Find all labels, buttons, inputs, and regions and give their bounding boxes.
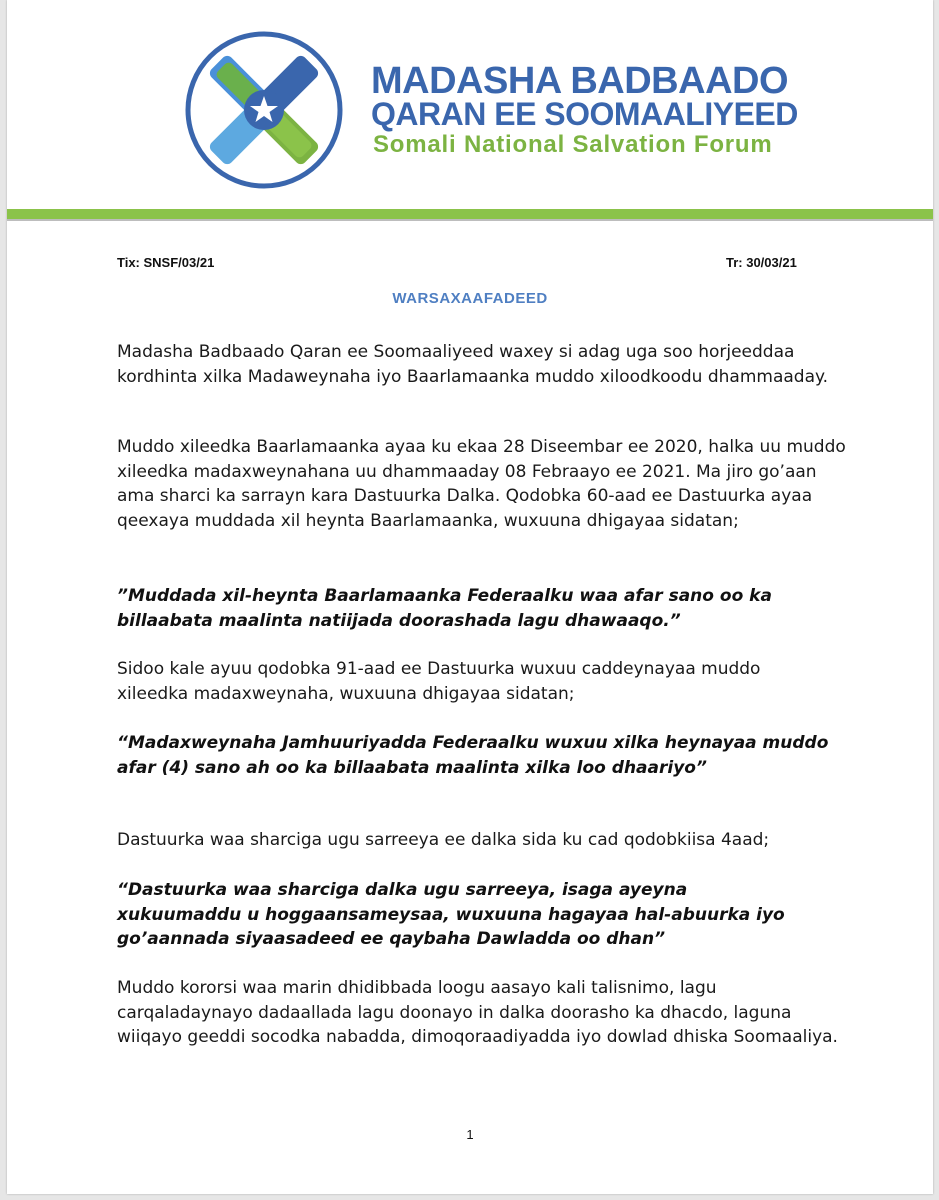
org-name-english: Somali National Salvation Forum (373, 131, 773, 158)
paragraph-3: Sidoo kale ayuu qodobka 91-aad ee Dastuurka wuxuu caddeynayaa muddo xileedka madaxweynaha, wuxuuna dhigayaa sidatan; (117, 659, 761, 704)
header-divider-shadow (7, 219, 933, 221)
paragraph-5: Muddo kororsi waa marin dhidibbada loogu aasayo kali talisnimo, lagu carqaladaynayo dadaallada lagu doonayo in dalka doorasho ka dhacdo, laguna wiiqayo geeddi socodka nabadda, dimoqoraadiyadda iyo dowlad dhiska Soomaaliya. (117, 978, 838, 1047)
organization-logo-icon (184, 30, 344, 190)
paragraph-2: Muddo xileedka Baarlamaanka ayaa ku ekaa 28 Diseembar ee 2020, halka uu muddo xileedka madaxweynahana uu dhammaaday 08 Febraayo ee 2021. Ma jiro go’aan ama sharci ka sarrayn kara Dastuurka Dalka. Qodobka 60-aad ee Dastuurka ayaa qeexaya muddada xil heynta Baarlamaanka, wuxuuna dhigayaa sidatan; (117, 437, 846, 531)
header-divider (7, 209, 933, 219)
quote-1: ”Muddada xil-heynta Baarlamaanka Federaalku waa afar sano oo ka billaabata maalinta natiijada doorashada lagu dhawaaqo.” (117, 586, 772, 631)
org-name-line2: QARAN EE SOOMAALIYEED (371, 96, 798, 132)
document-date: Tr: 30/03/21 (726, 255, 797, 270)
quote-3: “Dastuurka waa sharciga dalka ugu sarreeya, isaga ayeyna xukuumaddu u hoggaansameysaa, wuxuuna hagayaa hal-abuurka iyo go’aannada siyaasadeed ee qaybaha Dawladda oo dhan” (117, 880, 785, 949)
quote-2: “Madaxweynaha Jamhuuriyadda Federaalku wuxuu xilka heynayaa muddo afar (4) sano ah oo ka billaabata maalinta xilka loo dhaariyo” (117, 733, 829, 778)
paragraph-4: Dastuurka waa sharciga ugu sarreeya ee dalka sida ku cad qodobkiisa 4aad; (117, 830, 770, 850)
document-page (7, 0, 933, 1194)
paragraph-1: Madasha Badbaado Qaran ee Soomaaliyeed waxey si adag uga soo horjeeddaa kordhinta xilka Madaweynaha iyo Baarlamaanka muddo xiloodkoodu dhammaaday. (117, 342, 829, 387)
page-number: 1 (466, 1127, 474, 1142)
org-name-line1: MADASHA BADBAADO (371, 60, 789, 102)
reference-number: Tix: SNSF/03/21 (117, 255, 215, 270)
document-title: WARSAXAAFADEED (392, 290, 548, 307)
